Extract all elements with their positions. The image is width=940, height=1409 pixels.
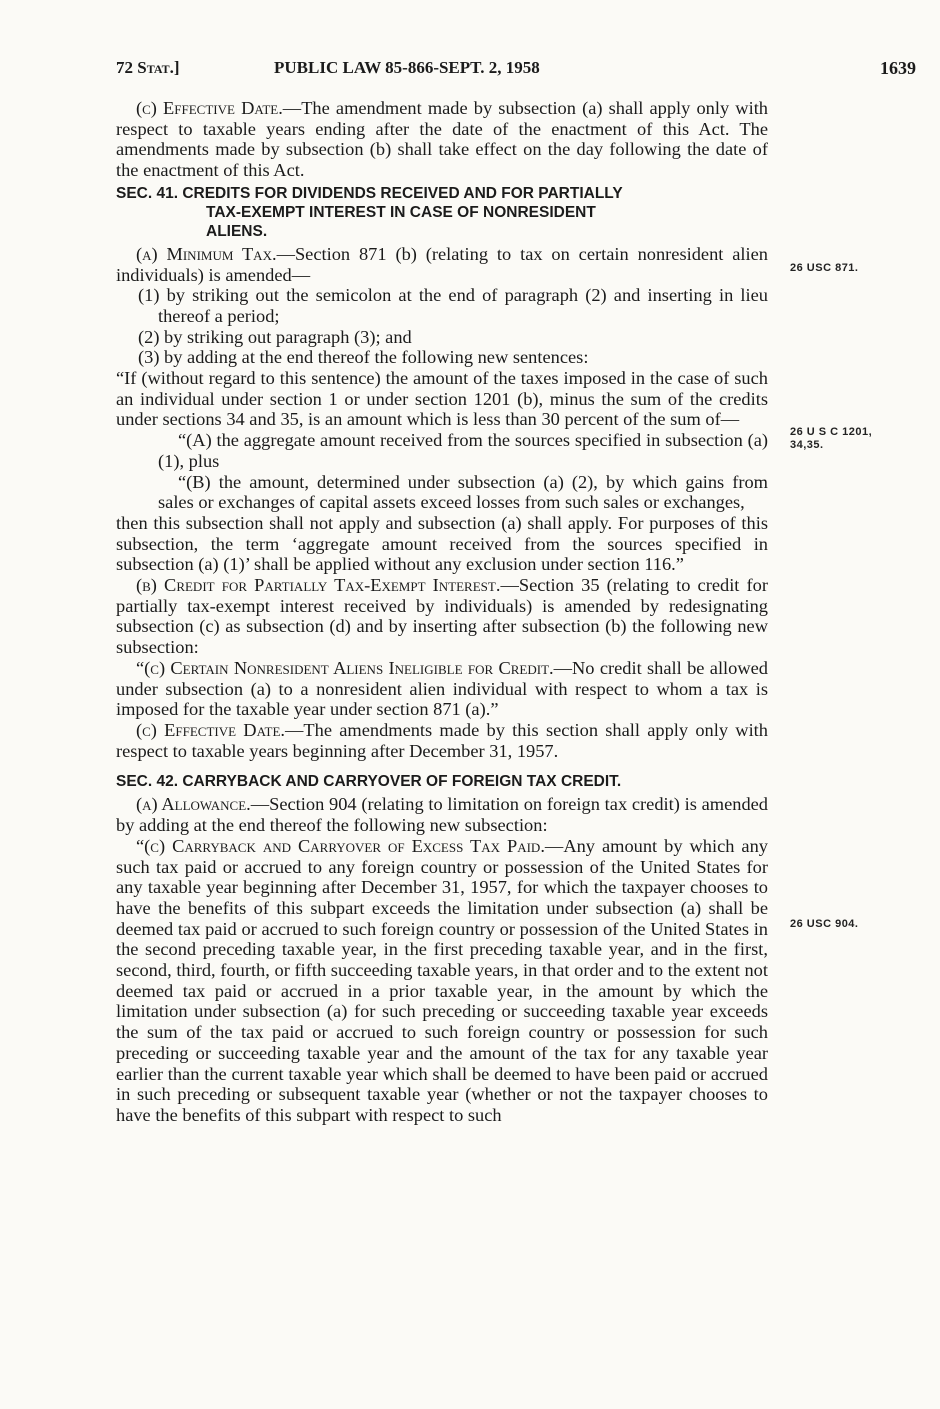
list-item: (2) by striking out paragraph (3); and (138, 326, 412, 347)
paragraph-effective-date-1: (c) Effective Date.—The amendment made by subsection (a) shall apply only with respect to taxable years ending after the date of the enactment of this Act. The amendments made by subsection (b) shall take effect on the day following the date of the enactment of this Act. (116, 98, 768, 181)
paragraph-credit-tax-exempt: (b) Credit for Partially Tax-Exempt Interest.—Section 35 (relating to credit for partially tax-exempt interest received by individuals) is amended by redesignating subsection (c) as subsection (d) and by inserting after subsection (b) the following new subsection: (116, 575, 768, 658)
page-header (116, 58, 916, 82)
list-item: (3) by adding at the end thereof the following new sentences: (138, 347, 589, 368)
paragraph-carryback: “(c) Carryback and Carryover of Excess Tax Paid.—Any amount by which any such tax paid or accrued to any foreign country or possession of the United States for any taxable year beginning after December 31, 1957, for which the taxpayer chooses to have the benefits of this subpart exceeds the limitation under subsection (a) shall be deemed tax paid or accrued to such foreign country or possession of the United States in the second preceding taxable year, in the first preceding taxable year, and in the first, second, third, fourth, or fifth succeeding taxable years, in that order and to the extent not deemed tax paid or accrued in a prior taxable year, in the amount by which the limitation under subsection (a) for such preceding or succeeding taxable year exceeds the sum of the tax paid or accrued to such foreign country or possession for such preceding or succeeding taxable year and the amount of the tax for any taxable year earlier than the current taxable year which shall be deemed to have been paid or accrued in such preceding or subsequent taxable year (whether or not the taxpayer chooses to have the benefits of this subpart with respect to such (116, 835, 768, 1125)
stat-reference: 72 Stat.] (116, 58, 180, 77)
law-title: PUBLIC LAW 85-866-SEPT. 2, 1958 (274, 58, 540, 77)
statute-body (116, 98, 768, 1126)
section-41-heading: SEC. 41. CREDITS FOR DIVIDENDS RECEIVED AND FOR PARTIALLY TAX-EXEMPT INTEREST IN CASE OF NONRESIDENT ALIENS. (116, 184, 623, 240)
margin-note-904: 26 USC 904. (790, 918, 859, 930)
quoted-sentence: “If (without regard to this sentence) the amount of the taxes imposed in the case of such an individual under section 1 or under section 1201 (b), minus the sum of the credits under sections 34 and 35, is an amount which is less than 30 percent of the sum of— (116, 368, 768, 430)
margin-note-871: 26 USC 871. (790, 262, 859, 274)
section-42-heading: SEC. 42. CARRYBACK AND CARRYOVER OF FOREIGN TAX CREDIT. (116, 773, 622, 791)
page-number: 1639 (880, 58, 916, 78)
margin-note-34-35: 34,35. (790, 439, 824, 451)
list-item: (1) by striking out the semicolon at the end of paragraph (2) and inserting in lieu thereof a period; (138, 285, 768, 326)
paragraph-effective-date-2: (c) Effective Date.—The amendments made by this section shall apply only with respect to taxable years beginning after December 31, 1957. (116, 719, 768, 761)
quoted-conclusion: then this subsection shall not apply and subsection (a) shall apply. For purposes of this subsection, the term ‘aggregate amount received from the sources specified in subsection (a) (1)’ shall be applied without any exclusion under section 116.” (116, 512, 768, 575)
quoted-clause-b: “(B) the amount, determined under subsection (a) (2), by which gains from sales or exchanges of capital assets exceed losses from such sales or exchanges, (158, 471, 768, 513)
paragraph-allowance: (a) Allowance.—Section 904 (relating to limitation on foreign tax credit) is amended by adding at the end thereof the following new subsection: (116, 794, 768, 836)
quoted-clause-a: “(A) the aggregate amount received from the sources specified in subsection (a) (1), plus (158, 430, 768, 471)
margin-note-1201: 26 U S C 1201, (790, 426, 873, 438)
paragraph-minimum-tax: (a) Minimum Tax.—Section 871 (b) (relating to tax on certain nonresident alien individuals) is amended— (116, 243, 768, 285)
paragraph-nonresident-aliens: “(c) Certain Nonresident Aliens Ineligible for Credit.—No credit shall be allowed under subsection (a) to a nonresident alien individual with respect to whom a tax is imposed for the taxable year under section 871 (a).” (116, 657, 768, 720)
